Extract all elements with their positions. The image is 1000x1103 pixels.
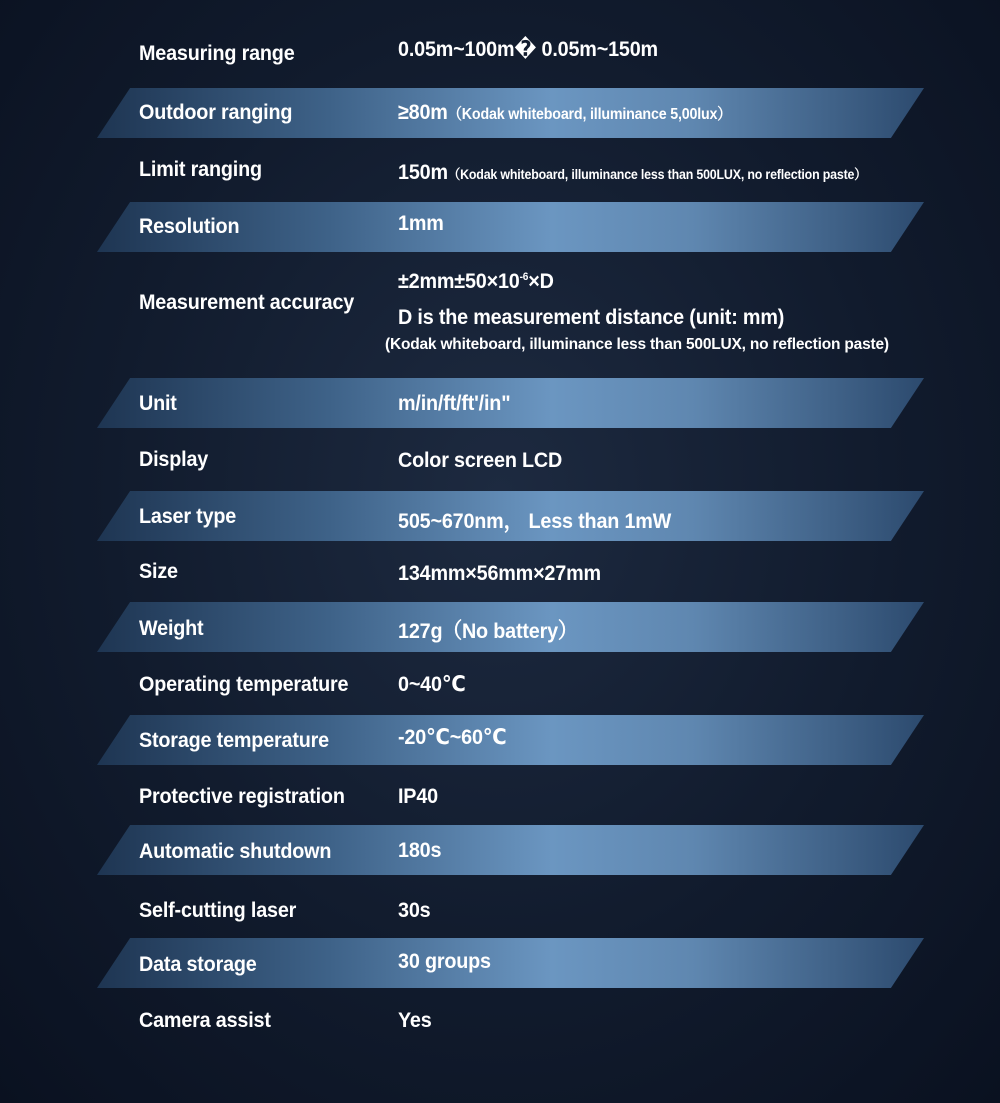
spec-label-measuring-range: Measuring range (139, 41, 295, 65)
spec-value-size: 134mm×56mm×27mm (398, 561, 601, 585)
spec-note: （Kodak whiteboard, illuminance less than 500LUX, no reflection paste） (447, 167, 867, 182)
spec-label-operating-temperature: Operating temperature (139, 672, 349, 696)
spec-label-limit-ranging: Limit ranging (139, 157, 262, 181)
spec-value-protective-registration: IP40 (398, 784, 438, 808)
spec-value-resolution: 1mm (398, 211, 444, 235)
spec-value-laser-type: 505~670nm， Less than 1mW (398, 509, 672, 533)
spec-value-outdoor-ranging (398, 100, 731, 125)
spec-value-suffix: ×D (528, 269, 554, 293)
spec-value-limit-ranging (398, 160, 867, 185)
spec-value-measurement-accuracy (398, 269, 554, 294)
spec-value-data-storage: 30 groups (398, 949, 491, 973)
spec-label-display: Display (139, 447, 209, 471)
spec-value-display: Color screen LCD (398, 448, 563, 472)
spec-label-automatic-shutdown: Automatic shutdown (139, 839, 332, 863)
spec-value-weight: 127g（No battery） (398, 619, 578, 643)
spec-value-exponent: -6 (519, 270, 529, 283)
spec-label-data-storage: Data storage (139, 952, 257, 976)
spec-label-laser-type: Laser type (139, 504, 237, 528)
spec-value-automatic-shutdown: 180s (398, 838, 442, 862)
spec-value-text: 150m (398, 160, 448, 184)
spec-value-measuring-range: 0.05m~100m� 0.05m~150m (398, 37, 658, 61)
spec-label-storage-temperature: Storage temperature (139, 728, 329, 752)
spec-value-storage-temperature: -20℃~60℃ (398, 725, 507, 749)
spec-value-accuracy-explanation: D is the measurement distance (unit: mm) (398, 305, 785, 329)
spec-value-unit: m/in/ft/ft'/in" (398, 391, 511, 415)
spec-value-camera-assist: Yes (398, 1008, 432, 1032)
spec-value-self-cutting-laser: 30s (398, 898, 431, 922)
spec-label-resolution: Resolution (139, 214, 240, 238)
spec-note: （Kodak whiteboard, illuminance 5,00lux） (447, 106, 732, 123)
spec-value-text: ≥80m (398, 100, 448, 124)
spec-value-operating-temperature: 0~40℃ (398, 672, 466, 696)
spec-label-protective-registration: Protective registration (139, 784, 345, 808)
spec-label-unit: Unit (139, 391, 177, 415)
spec-value-prefix: ±2mm±50×10 (398, 269, 520, 293)
spec-note-accuracy-conditions: (Kodak whiteboard, illuminance less than 500LUX, no reflection paste) (385, 336, 889, 353)
spec-label-size: Size (139, 559, 178, 583)
spec-label-weight: Weight (139, 616, 204, 640)
spec-label-self-cutting-laser: Self-cutting laser (139, 898, 297, 922)
spec-label-measurement-accuracy: Measurement accuracy (139, 290, 355, 314)
spec-label-camera-assist: Camera assist (139, 1008, 271, 1032)
row-band (97, 378, 924, 428)
spec-label-outdoor-ranging: Outdoor ranging (139, 100, 293, 124)
